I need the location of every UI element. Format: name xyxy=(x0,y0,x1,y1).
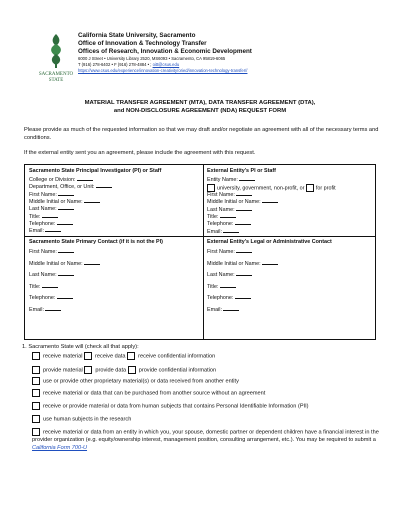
pi-title-label: Title: xyxy=(29,213,41,220)
o3-line xyxy=(32,377,382,385)
legal-last-field[interactable] xyxy=(236,271,252,276)
external-legal-section xyxy=(203,236,377,341)
primary-first-field[interactable] xyxy=(58,248,74,253)
legal-heading: External Entity's Legal or Administrative Contact xyxy=(207,239,332,245)
receive-data-label: receive data xyxy=(95,353,126,360)
logo-text-1: SACRAMENTO xyxy=(38,72,74,77)
primary-title-row xyxy=(29,283,58,291)
form-700u-link[interactable]: California Form 700-U xyxy=(32,445,88,452)
contact-grid xyxy=(24,164,376,340)
legal-first-row xyxy=(207,248,252,256)
receive-data-checkbox[interactable] xyxy=(84,352,92,360)
receive-material-checkbox[interactable] xyxy=(32,352,40,360)
pi-email-field[interactable] xyxy=(45,227,61,232)
pi-first-label: First Name: xyxy=(29,191,57,198)
provide-confidential-label: provide confidential information xyxy=(138,367,217,374)
letterhead xyxy=(38,32,378,90)
human-subjects-checkbox[interactable] xyxy=(32,415,40,423)
primary-title-field[interactable] xyxy=(42,283,58,288)
pi-middle-label: Middle Initial or Name: xyxy=(29,198,83,205)
legal-phone-field[interactable] xyxy=(235,294,251,299)
external-pi-section xyxy=(203,165,377,236)
receive-material-label: receive material xyxy=(43,353,83,360)
primary-email-label: Email: xyxy=(29,307,44,313)
provide-data-checkbox[interactable] xyxy=(84,366,92,374)
primary-email-row xyxy=(29,306,61,314)
ext-first-label: First Name: xyxy=(207,192,235,198)
ext-title-label: Title: xyxy=(207,213,219,220)
ext-title-field[interactable] xyxy=(220,213,236,218)
pi-phone-label: Telephone: xyxy=(29,220,56,227)
ext-phone-label: Telephone: xyxy=(207,221,234,228)
pi-first-field[interactable] xyxy=(58,191,74,196)
entity-type-forprofit-checkbox[interactable] xyxy=(306,184,314,192)
legal-email-label: Email: xyxy=(207,307,222,313)
legal-first-field[interactable] xyxy=(236,248,252,253)
o6-line xyxy=(32,415,382,423)
ext-middle-label: Middle Initial or Name: xyxy=(207,199,261,206)
phone: T (916) 278-6402 • F (916) 278-4884 • ; xyxy=(78,62,153,67)
logo-text-2: STATE xyxy=(48,78,64,83)
agreement-note: If the external entity sent you an agreement, please include the agreement with this request. xyxy=(24,150,256,156)
primary-middle-row xyxy=(29,260,100,268)
pi-last-label: Last Name: xyxy=(29,206,57,213)
division-name: Offices of Research, Innovation & Economic Development xyxy=(78,48,252,55)
primary-contact-section xyxy=(25,236,203,341)
entity-type-forprofit-label: for profit xyxy=(315,184,336,191)
primary-middle-field[interactable] xyxy=(84,260,100,265)
receive-confidential-checkbox[interactable] xyxy=(127,352,135,360)
pi-phone-field[interactable] xyxy=(57,220,73,225)
legal-last-label: Last Name: xyxy=(207,272,235,279)
conflict-line xyxy=(32,428,382,452)
form-title-line2: and NON-DISCLOSURE AGREEMENT (NDA) REQUEST FORM xyxy=(113,108,287,114)
primary-title-label: Title: xyxy=(29,283,41,290)
legal-title-row xyxy=(207,283,236,291)
primary-last-label: Last Name: xyxy=(29,272,57,279)
purchased-label: receive material or data that can be purchased from another source without an agreement xyxy=(43,390,266,397)
o1-line xyxy=(32,352,382,360)
primary-phone-label: Telephone: xyxy=(29,295,56,302)
primary-first-row xyxy=(29,248,74,256)
pii-label: receive or provide material or data from human subjects that contains Personal Identifiable Information (PII) xyxy=(43,403,309,410)
legal-middle-row xyxy=(207,260,278,268)
question-1-label: 1. Sacramento State will (check all that apply): xyxy=(22,344,139,350)
pi-email-label: Email: xyxy=(29,228,44,235)
legal-email-field[interactable] xyxy=(223,306,239,311)
email-link[interactable]: oitt@csus.edu xyxy=(152,62,180,67)
provide-material-label: provide material xyxy=(43,367,83,374)
proprietary-label: use or provide other proprietary material(s) or data received from another entity xyxy=(43,378,239,385)
primary-last-row xyxy=(29,271,74,279)
pi-section xyxy=(25,165,203,236)
o2-line xyxy=(32,366,382,374)
pi-dept-field[interactable] xyxy=(96,183,112,188)
receive-confidential-label: receive confidential information xyxy=(138,353,216,360)
primary-phone-field[interactable] xyxy=(57,294,73,299)
primary-email-field[interactable] xyxy=(45,306,61,311)
purchased-checkbox[interactable] xyxy=(32,389,40,397)
primary-phone-row xyxy=(29,294,73,302)
legal-email-row xyxy=(207,306,239,314)
primary-last-field[interactable] xyxy=(58,271,74,276)
conflict-label: receive material or data from an entity in which you, your spouse, domestic partner or dependent children have a financial interest in the provider organization (e.g. equity/ownership interest, management position, consulting arrangement, etc.). You may be required to submit a xyxy=(32,429,379,444)
legal-phone-label: Telephone: xyxy=(207,295,234,302)
form-title-line1: MATERIAL TRANSFER AGREEMENT (MTA), DATA TRANSFER AGREEMENT (DTA), xyxy=(84,100,316,106)
ext-entity-field[interactable] xyxy=(239,176,255,181)
legal-middle-field[interactable] xyxy=(262,260,278,265)
website-link[interactable]: https://www.csus.edu/experience/innovation-creativity/oried/innovation-technology-transfer// xyxy=(78,68,248,73)
legal-title-label: Title: xyxy=(207,283,219,290)
pi-email-row xyxy=(29,227,61,235)
ext-email-label: Email: xyxy=(207,228,222,235)
pi-middle-field[interactable] xyxy=(84,198,100,203)
intro-paragraph: Please provide as much of the requested information so that we may draft and/or negotiate an agreement with all of the necessary terms and conditions. xyxy=(24,127,379,141)
pii-checkbox[interactable] xyxy=(32,402,40,410)
address: 6000 J Street • University Library 2520, MS6093 • Sacramento, CA 95819-6065 xyxy=(78,56,226,61)
pi-college-label: College or Division: xyxy=(29,177,76,183)
pi-last-field[interactable] xyxy=(58,205,74,210)
legal-first-label: First Name: xyxy=(207,249,235,255)
provide-confidential-checkbox[interactable] xyxy=(128,366,136,374)
pi-heading: Sacramento State Principal Investigator (PI) or Staff xyxy=(29,168,162,174)
primary-heading: Sacramento State Primary Contact (if it is not the PI) xyxy=(29,239,163,245)
ext-email-row xyxy=(207,228,239,236)
legal-last-row xyxy=(207,271,252,279)
pi-college-field[interactable] xyxy=(77,176,93,181)
o4-line xyxy=(32,389,382,397)
legal-phone-row xyxy=(207,294,251,302)
entity-type-label: university, government, non-profit, or xyxy=(217,184,305,191)
human-subjects-label: use human subjects in the research xyxy=(43,416,132,423)
ext-first-field[interactable] xyxy=(236,191,252,196)
provide-material-checkbox[interactable] xyxy=(32,366,40,374)
university-name: California State University, Sacramento xyxy=(78,32,196,39)
conflict-checkbox[interactable] xyxy=(32,428,40,436)
office-name: Office of Innovation & Technology Transfer xyxy=(78,40,207,47)
primary-middle-label: Middle Initial or Name: xyxy=(29,260,83,267)
ext-entity-label: Entity Name: xyxy=(207,177,238,183)
ext-last-field[interactable] xyxy=(236,206,252,211)
primary-first-label: First Name: xyxy=(29,249,57,255)
proprietary-checkbox[interactable] xyxy=(32,377,40,385)
pi-dept-label: Department, Office, or Unit: xyxy=(29,184,95,191)
sacramento-state-logo xyxy=(38,32,74,84)
ext-pi-heading: External Entity's PI or Staff xyxy=(207,168,276,174)
legal-middle-label: Middle Initial or Name: xyxy=(207,260,261,267)
ext-last-label: Last Name: xyxy=(207,206,235,213)
ext-phone-field[interactable] xyxy=(235,220,251,225)
ext-middle-field[interactable] xyxy=(262,198,278,203)
ext-email-field[interactable] xyxy=(223,228,239,233)
pi-title-field[interactable] xyxy=(42,213,58,218)
o5-line xyxy=(32,402,382,410)
legal-title-field[interactable] xyxy=(220,283,236,288)
provide-data-label: provide data xyxy=(95,367,127,374)
